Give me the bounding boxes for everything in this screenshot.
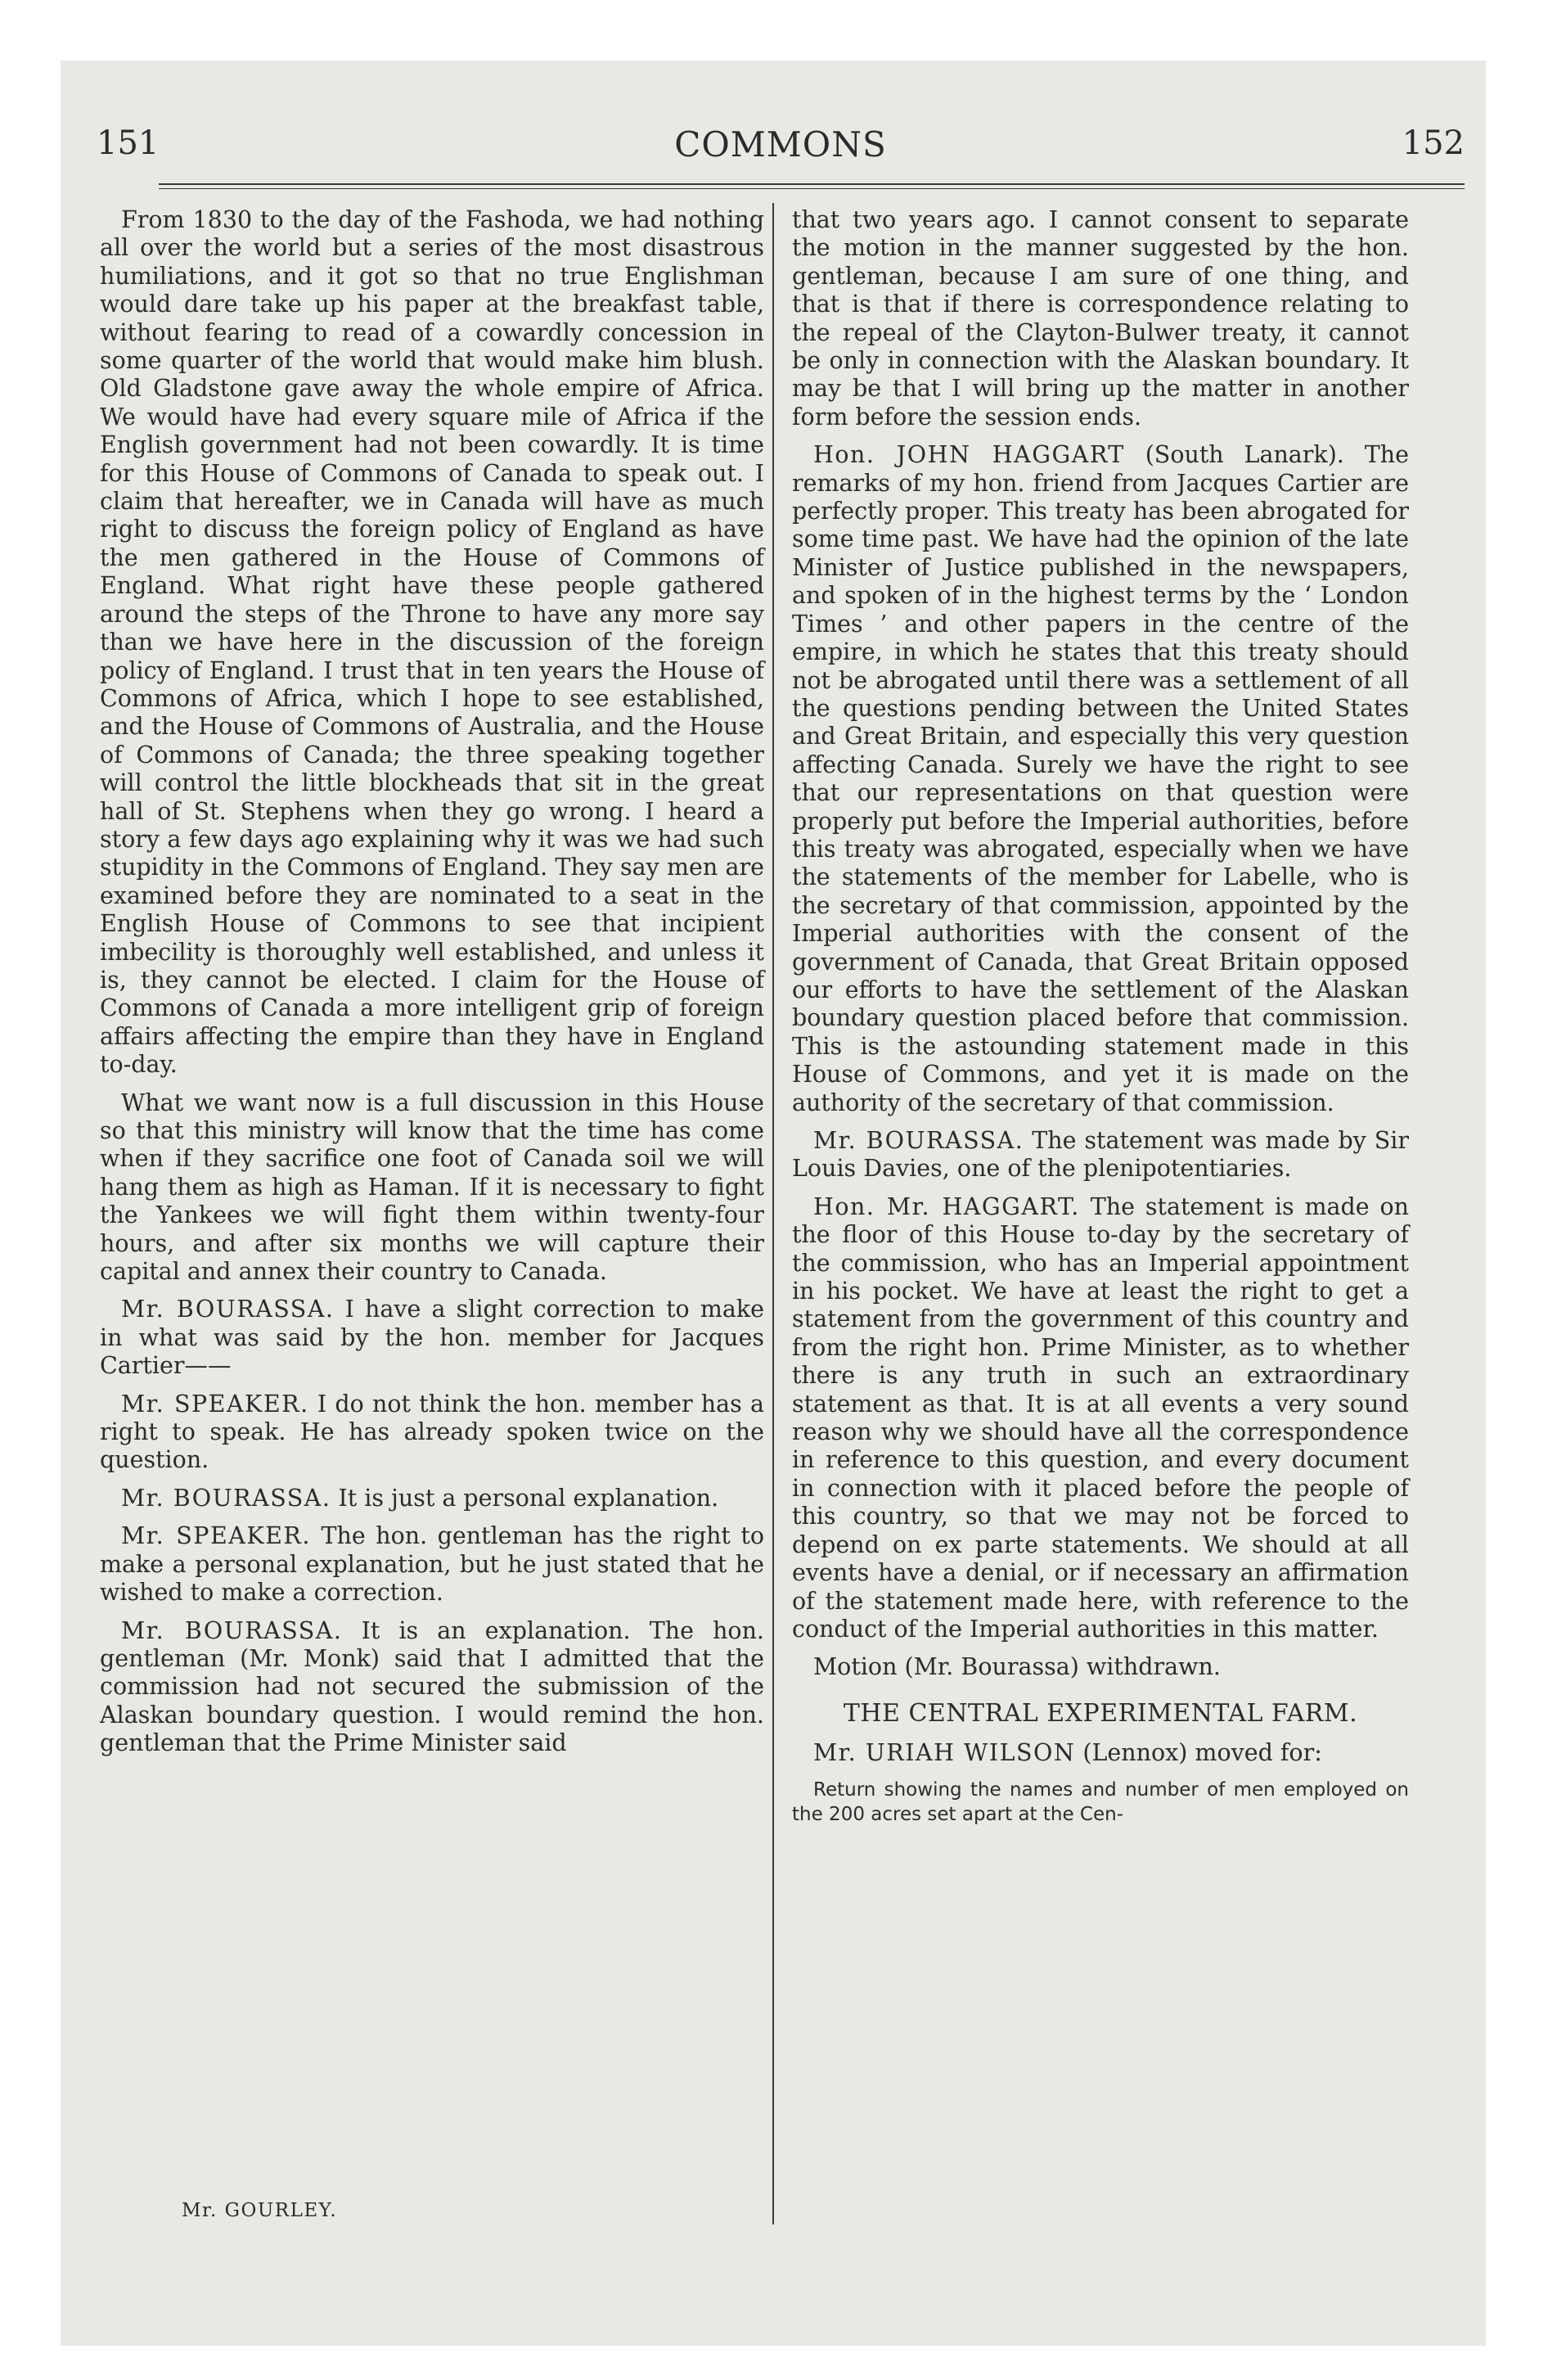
- speaker-name: Mr. SPEAKER.: [121, 1522, 311, 1550]
- header-rule: [159, 183, 1465, 189]
- speech-text: It is just a personal explanation.: [338, 1484, 719, 1512]
- motion-text: Return showing the names and number of men employed on the 200 acres set apart at the Cen-: [792, 1778, 1409, 1825]
- speech-text: The remarks of my hon. friend from Jacques Cartier are perfectly proper. This treaty has been abrogated for some time past. We have had the opinion of the late Minister of Justice published in the newspapers, and spoken of in the highest terms by the ‘ London Times ’ and other papers in the centre of the empire, in which he states that this treaty should not be abrogated until there was a settlement of all the questions pending between the United States and Great Britain, and especially this very question affecting Canada. Surely we have the right to see that our representations on that question were properly put before the Imperial authorities, before this treaty was abrogated, especially when we have the statements of the member for Labelle, who is the secretary of that commission, appointed by the Imperial authorities with the consent of the government of Canada, that Great Britain opposed our efforts to have the settlement of the Alaskan boundary question placed before that commission. This is the astounding statement made in this House of Commons, and yet it is made on the authority of the secretary of that commission.: [792, 441, 1409, 1116]
- speaker-name: Mr. BOURASSA.: [813, 1127, 1024, 1154]
- paragraph: that two years ago. I cannot consent to separate the motion in the manner suggested by the hon. gentleman, because I am sure of one thing, and that is that if there is correspondence relating to the repeal of the Clayton-Bulwer treaty, it cannot be only in connection with the Alaskan boundary. It may be that I will bring up the matter in another form before the session ends.: [792, 206, 1409, 430]
- speaker-name: Mr. BOURASSA.: [121, 1484, 331, 1512]
- page-title: COMMONS: [674, 124, 887, 165]
- page-header: [97, 124, 1465, 174]
- speaker-riding: (South Lanark).: [1145, 441, 1344, 469]
- paragraph: [100, 1296, 764, 1380]
- speech-text: The statement was made by Sir Louis Davies, one of the plenipotentiaries.: [792, 1127, 1409, 1183]
- speaker-name: Mr. BOURASSA.: [121, 1616, 343, 1644]
- paragraph: [100, 1617, 764, 1758]
- right-column: [792, 206, 1409, 1827]
- speaker-name: Mr. SPEAKER.: [121, 1390, 309, 1418]
- paragraph: From 1830 to the day of the Fashoda, we had nothing all over the world but a series of the most disastrous humiliations, and it got so that no true Englishman would dare take up his paper at the breakfast table, without fearing to read of a cowardly concession in some quarter of the world that would make him blush. Old Gladstone gave away the whole empire of Africa. We would have had every square mile of Africa if the English government had not been cowardly. It is time for this House of Commons of Canada to speak out. I claim that hereafter, we in Canada will have as much right to discuss the foreign policy of England as have the men gathered in the House of Commons of England. What right have these people gathered around the steps of the Throne to have any more say than we have here in the discussion of the foreign policy of England. I trust that in ten years the House of Commons of Africa, which I hope to see established, and the House of Commons of Australia, and the House of Commons of Canada; the three speaking together will control the little blockheads that sit in the great hall of St. Stephens when they go wrong. I heard a story a few days ago explaining why it was we had such stupidity in the Commons of England. They say men are examined before they are nominated to a seat in the English House of Commons to see that incipient imbecility is thoroughly well established, and unless it is, they cannot be elected. I claim for the House of Commons of Canada a more intelligent grip of foreign affairs affecting the empire than they have in England to-day.: [100, 206, 764, 1079]
- paragraph: [100, 1522, 764, 1607]
- paragraph: [792, 441, 1409, 1117]
- page-number-right: 152: [1402, 124, 1465, 162]
- page-number-left: 151: [97, 124, 160, 162]
- speaker-name: Mr. URIAH WILSON: [813, 1739, 1076, 1767]
- speech-text: I have a slight correction to make in what was said by the hon. member for Jacques Cartier——: [100, 1296, 764, 1380]
- column-divider: [772, 203, 774, 2224]
- speaker-name: Hon. Mr. HAGGART.: [813, 1192, 1080, 1220]
- paragraph: Motion (Mr. Bourassa) withdrawn.: [813, 1653, 1221, 1681]
- footer-speaker-name: Mr. GOURLEY.: [182, 2200, 338, 2221]
- paragraph: [100, 1391, 764, 1475]
- speaker-name: Mr. BOURASSA.: [121, 1296, 335, 1323]
- paragraph: What we want now is a full discussion in this House so that this ministry will know that the time has come when if they sacrifice one foot of Canada soil we will hang them as high as Haman. If it is necessary to fight the Yankees we will fight them within twenty-four hours, and after six months we will capture their capital and annex their country to Canada.: [100, 1089, 764, 1286]
- section-heading: THE CENTRAL EXPERIMENTAL FARM.: [843, 1698, 1358, 1728]
- speaker-name: Hon. JOHN HAGGART: [813, 441, 1125, 469]
- speech-text: I do not think the hon. member has a right to speak. He has already spoken twice on the question.: [100, 1390, 764, 1474]
- paragraph: [100, 1485, 764, 1512]
- speech-text: (Lennox) moved for:: [1082, 1739, 1322, 1767]
- left-column: [100, 206, 764, 1768]
- paragraph: [792, 1193, 1409, 1644]
- speech-text: The statement is made on the floor of this House to-day by the secretary of the commission, who has an Imperial appointment in his pocket. We have at least the right to get a statement from the government of this country and from the right hon. Prime Minister, as to whether there is any truth in such an extraordinary statement as that. It is at all events a very sound reason why we should have all the correspondence in reference to this question, and every document in connection with it placed before the people of this country, so that we may not be forced to depend on ex parte statements. We should at all events have a denial, or if necessary an affirmation of the statement made here, with reference to the conduct of the Imperial authorities in this matter.: [792, 1192, 1410, 1643]
- paragraph: [792, 1739, 1409, 1767]
- speech-text: It is an explanation. The hon. gentleman (Mr. Monk) said that I admitted that the commission had not secured the submission of the Alaskan boundary question. I would remind the hon. gentleman that the Prime Minister said: [100, 1616, 764, 1757]
- paragraph: [792, 1127, 1409, 1183]
- speech-text: The hon. gentleman has the right to make a personal explanation, but he just stated that he wished to make a correction.: [100, 1522, 764, 1607]
